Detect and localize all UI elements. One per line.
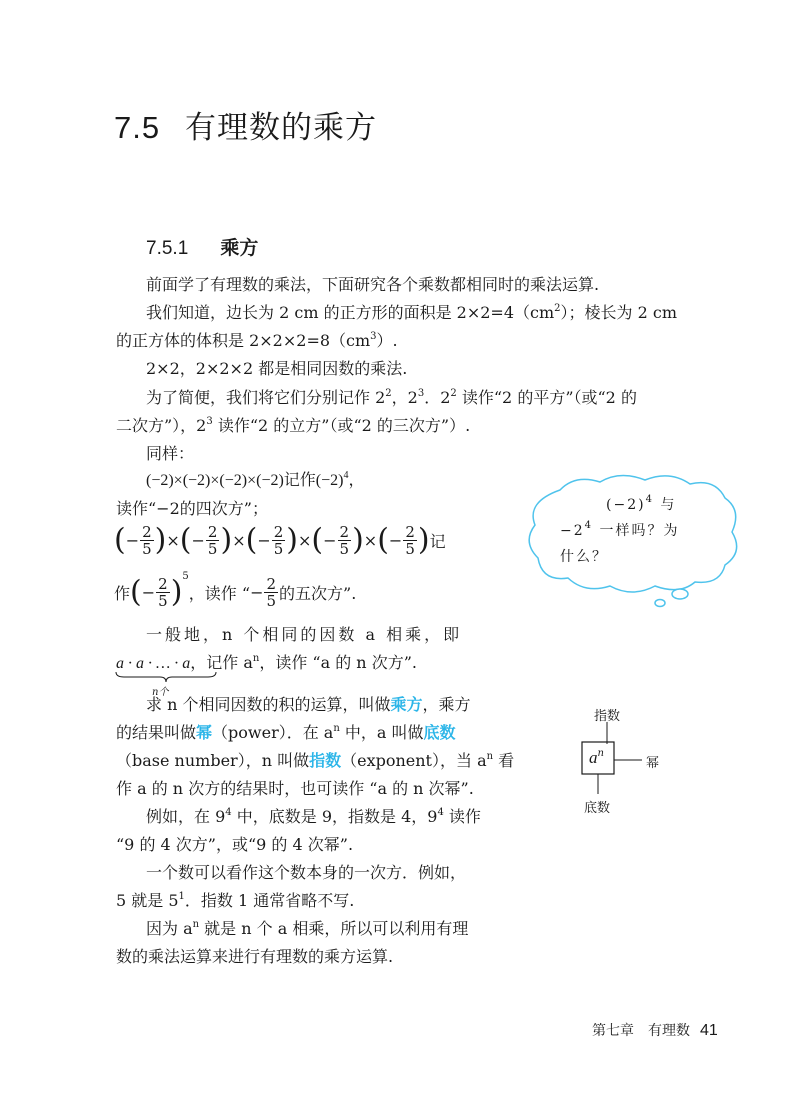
diagram-label-exponent: 指数 — [594, 709, 621, 724]
page-number: 41 — [700, 1022, 718, 1039]
paragraph-notation-cont: 二次方”），$2^3$ 读作“2 的立方”（或“2 的三次方”）. — [116, 416, 471, 435]
section-title-text: 有理数的乘方 — [184, 110, 377, 146]
paragraph-example-2: “9 的 4 次方”，或“9 的 4 次幂”. — [116, 835, 354, 854]
paragraph-conclusion: 因为 $a^n$ 就是 n 个 a 相乘，所以可以利用有理 — [146, 919, 469, 938]
paragraph-area: 我们知道，边长为 2 cm 的正方形的面积是 $2\times 2=4(cm^2)$；棱长为 2 cm — [146, 303, 678, 322]
paragraph-definition: 求 n 个相同因数的积的运算，叫做乘方，乘方 — [146, 695, 471, 714]
section-title — [114, 102, 377, 147]
paragraph-volume: 的正方体的体积是 $2\times 2\times 2=8(cm^3)$. — [116, 331, 398, 350]
paragraph-example: 例如，在 $9^4$ 中，底数是 9，指数是 4，$9^4$ 读作 — [146, 807, 481, 826]
subsection-number: 7.5.1 — [146, 238, 189, 259]
cloud-line-1: $(-2)^4$ 与 — [606, 494, 677, 513]
cloud-line-3: 什么？ — [560, 549, 608, 565]
expr-fraction-product: (− $\frac{2}{5}$ )×(− $\frac{2}{5}$ )×(− $\frac{2}{5}$ )×(− $\frac{2}{5}$ )×(− $\frac{2}{5}$ )记 — [114, 522, 446, 558]
diagram-label-base: 底数 — [584, 801, 611, 816]
paragraph-intro: 前面学了有理数的乘法，下面研究各个乘数都相同时的乘法运算. — [146, 275, 600, 294]
paragraph-first-power: 一个数可以看作这个数本身的一次方．例如， — [146, 863, 467, 882]
underbrace — [114, 670, 218, 684]
diagram-label-power: 幂 — [646, 756, 660, 771]
paragraph-first-power-2: 5 就是 $5^1$．指数 1 通常省略不写. — [116, 891, 355, 910]
paragraph-general-expr: a · a · … · a，记作 $a^n$，读作 “a 的 n 次方”. — [116, 653, 417, 672]
paragraph-likewise: 同样： — [146, 444, 195, 463]
paragraph-notation: 为了简便，我们将它们分别记作 $2^2$，$2^3$．$2^2$ 读作“2 的平方”（或“2 的 — [146, 388, 637, 407]
subsection-title-text: 乘方 — [220, 237, 259, 259]
section-number: 7.5 — [114, 110, 161, 145]
subsection-title — [146, 233, 258, 260]
expr-fraction-power5: 作(− $\frac{2}{5}$ )$^5$，读作 “− $\frac{2}{5}$ 的五次方”. — [114, 571, 357, 610]
paragraph-conclusion-2: 数的乘法运算来进行有理数的乘方运算. — [116, 947, 394, 966]
cloud-line-2: $-2^4$ 一样吗？为 — [560, 520, 680, 539]
footer-chapter: 第七章 有理数 — [592, 1023, 690, 1039]
page-footer — [592, 1020, 718, 1040]
paragraph-same-factors: 2×2，2×2×2 都是相同因数的乘法. — [146, 359, 408, 378]
paragraph-general: 一般地，n 个相同的因数 a 相乘，即 — [146, 625, 463, 644]
underbrace-label: n个 — [152, 687, 169, 698]
diagram-base: $a^n$ — [589, 748, 604, 767]
read-neg2-power4: 读作“−2的四次方”； — [116, 499, 268, 518]
paragraph-definition-2: 的结果叫做幂（power）．在 $a^n$ 中，a 叫做底数 — [116, 723, 456, 742]
paragraph-definition-3: （base number），n 叫做指数（exponent），当 $a^n$ 看 — [116, 751, 515, 770]
expr-neg2-power4: (−2)×(−2)×(−2)×(−2)记作$(-2)^4$， — [146, 470, 365, 489]
paragraph-definition-4: 作 a 的 n 次方的结果时，也可读作 “a 的 n 次幂”. — [116, 779, 474, 798]
